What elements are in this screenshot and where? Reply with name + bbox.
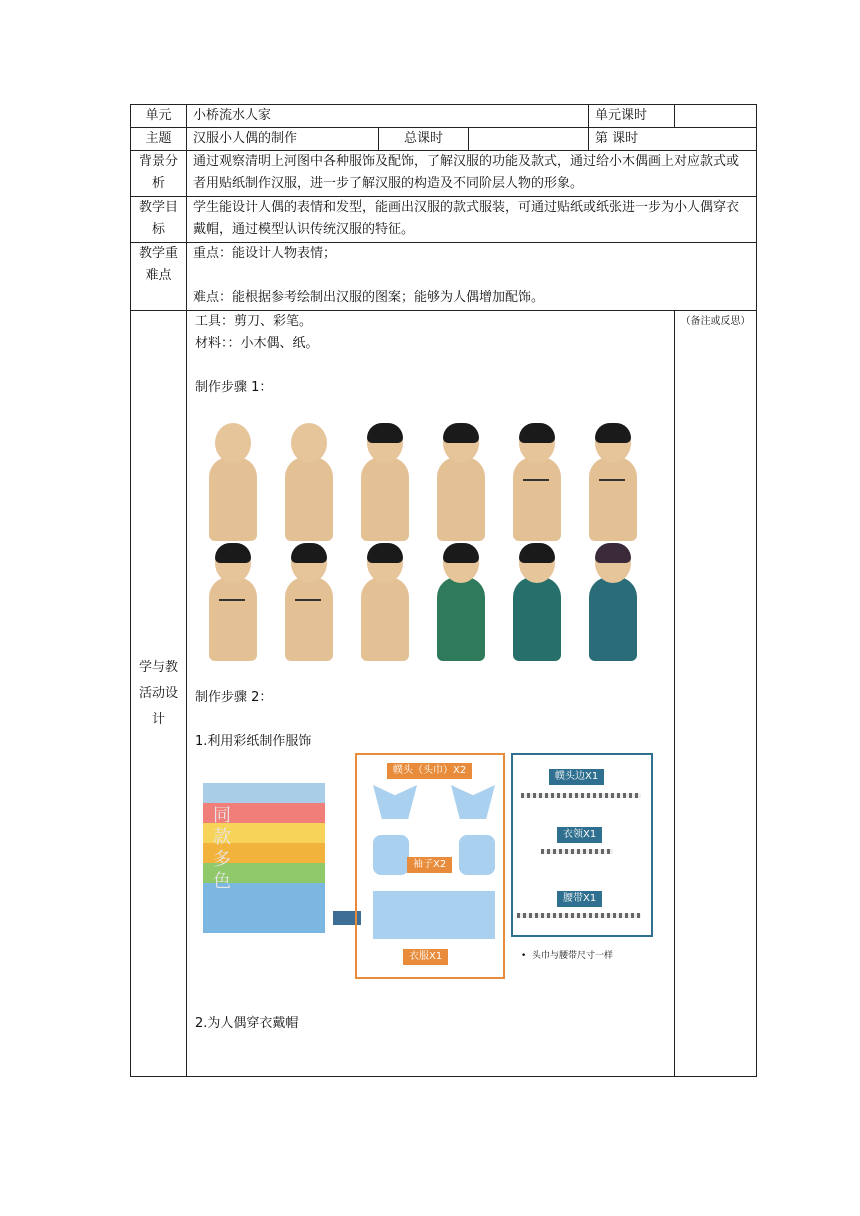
label-hat-edge: 幞头边X1 [549,769,604,785]
background-label: 背景分析 [131,151,187,197]
doll-figure [357,543,413,661]
sleeve-piece [459,835,495,875]
accessory-box [511,753,653,937]
doll-figure [509,543,565,661]
doll-figure [281,423,337,541]
step1-heading: 制作步骤 1： [195,380,273,395]
goals-text: 学生能设计人偶的表情和发型，能画出汉服的款式服装，可通过贴纸或纸张进一步为小人偶穿衣戴帽，通过模型认识传统汉服的特征。 [187,197,757,243]
hat-piece [451,785,495,819]
paper-char: 多 [213,849,231,870]
sleeve-clothes-box [355,753,505,979]
doll-figure [281,543,337,661]
item1-text: 1.利用彩纸制作服饰 [195,734,312,749]
paper-char: 同 [213,805,231,826]
hat-edge-strip [521,793,641,798]
unit-value: 小桥流水人家 [187,105,589,128]
paper-char: 色 [213,871,231,892]
doll-figure [585,543,641,661]
doll-figure [433,543,489,661]
craft-pieces-figure [195,753,655,983]
collar-strip [541,849,613,854]
lesson-plan-table [130,104,757,1077]
background-text: 通过观察清明上河图中各种服饰及配饰，了解汉服的功能及款式，通过给小木偶画上对应款式或者用贴纸制作汉服，进一步了解汉服的构造及不同阶层人物的形象。 [187,151,757,197]
lesson-plan [130,104,756,1077]
item2-text: 2.为人偶穿衣戴帽 [195,1016,299,1031]
topic-label: 主题 [131,128,187,151]
label-belt: 腰带X1 [557,891,602,907]
key-point-text: 重点：能设计人物表情； [193,246,337,261]
total-hours-label: 总课时 [379,128,469,151]
hat-piece [373,785,417,819]
doll-figure [205,423,261,541]
tools-text: 工具：剪刀、彩笔。 [195,314,313,329]
doll-figure [205,543,261,661]
doll-steps-photo [195,405,635,655]
craft-footnote: • 头巾与腰带尺寸一样 [521,951,614,961]
topic-value: 汉服小人偶的制作 [187,128,379,151]
label-hat: 幞头（头巾）X2 [387,763,472,779]
unit-hours-label: 单元课时 [589,105,675,128]
goals-label: 教学目标 [131,197,187,243]
notes-label: （备注或反思） [675,311,757,1077]
doll-figure [509,423,565,541]
difficulty-text: 难点：能根据参考绘制出汉服的图案；能够为人偶增加配饰。 [193,290,545,305]
label-collar: 衣领X1 [557,827,602,843]
color-paper-stack [203,783,325,933]
footnote-text: 头巾与腰带尺寸一样 [532,951,614,961]
label-clothes: 衣服X1 [403,949,448,965]
materials-text: 材料：：小木偶、纸。 [195,336,319,351]
sleeve-piece [373,835,409,875]
total-hours-value [469,128,589,151]
activity-label: 学与教活动设计 [131,311,187,1077]
doll-figure [585,423,641,541]
belt-strip [517,913,641,918]
paper-char: 款 [213,827,231,848]
unit-hours-value [675,105,757,128]
clothes-piece [373,891,495,939]
lesson-label: 第 课时 [589,128,757,151]
step2-heading: 制作步骤 2： [195,690,273,705]
label-sleeve: 袖子X2 [407,857,452,873]
key-points-label: 教学重难点 [131,243,187,311]
doll-figure [433,423,489,541]
unit-label: 单元 [131,105,187,128]
doll-figure [357,423,413,541]
